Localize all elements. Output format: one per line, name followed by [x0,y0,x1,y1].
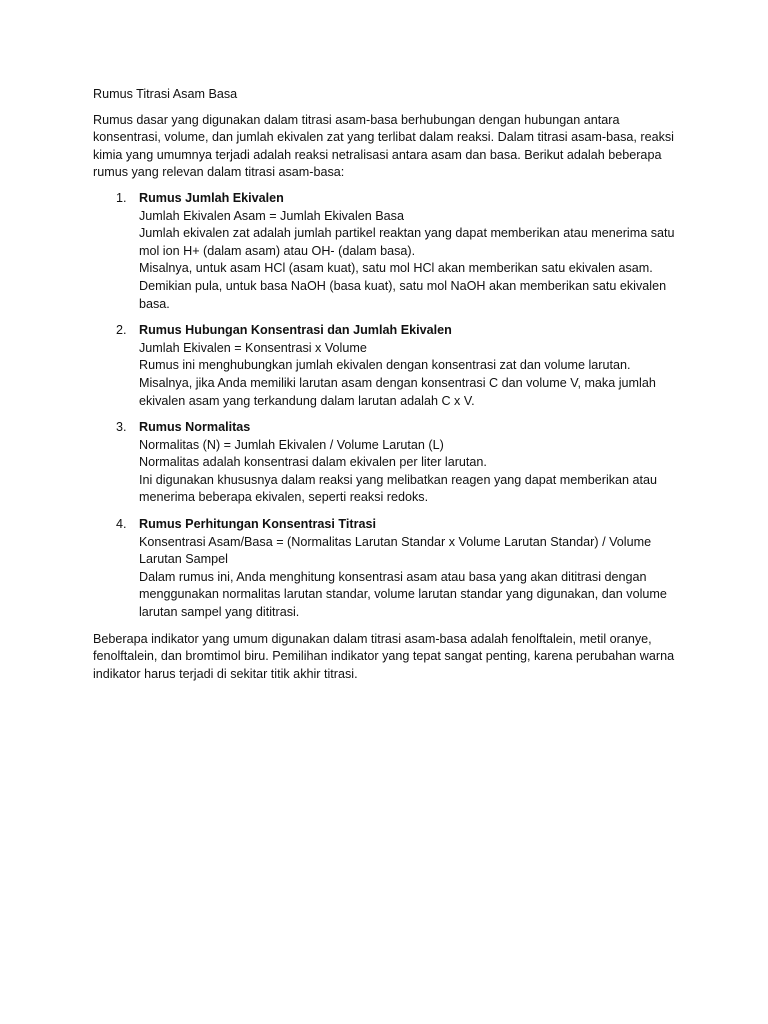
list-item [93,419,683,507]
list-item-formula: Jumlah Ekivalen = Konsentrasi x Volume [139,340,367,355]
list-item-number: 3. [116,420,127,435]
list-item-heading: Rumus Jumlah Ekivalen [139,190,284,205]
document-title: Rumus Titrasi Asam Basa [93,87,238,101]
list-item [93,322,683,410]
list-item-formula: Konsentrasi Asam/Basa = (Normalitas Larutan Standar x Volume Larutan Standar) / Volume Larutan Sampel [139,534,652,567]
document-page [93,86,683,683]
intro-paragraph: Rumus dasar yang digunakan dalam titrasi asam-basa berhubungan dengan hubungan antara konsentrasi, volume, dan jumlah ekivalen zat yang terlibat dalam reaksi. Dalam titrasi asam-basa, reaksi kimia yang umumnya terjadi adalah reaksi netralisasi antara asam dan basa. Berikut adalah beberapa rumus yang relevan dalam titrasi asam-basa: [93,112,674,180]
list-item-formula: Jumlah Ekivalen Asam = Jumlah Ekivalen Basa [139,208,404,223]
list-item-heading: Rumus Hubungan Konsentrasi dan Jumlah Ekivalen [139,323,452,338]
list-item [93,516,683,622]
list-item [93,190,683,313]
list-item-text: Misalnya, untuk asam HCl (asam kuat), satu mol HCl akan memberikan satu ekivalen asam. Demikian pula, untuk basa NaOH (basa kuat), satu mol NaOH akan memberikan satu ekivalen basa. [139,261,667,311]
closing-paragraph: Beberapa indikator yang umum digunakan dalam titrasi asam-basa adalah fenolftalein, metil oranye, fenolftalein, dan bromtimol biru. Pemilihan indikator yang tepat sangat penting, karena perubahan warna indikator harus terjadi di sekitar titik akhir titrasi. [93,631,675,681]
list-item-number: 4. [116,517,127,532]
list-item-number: 2. [116,323,127,338]
list-item-text: Misalnya, jika Anda memiliki larutan asam dengan konsentrasi C dan volume V, maka jumlah ekivalen asam yang terkandung dalam larutan adalah C x V. [139,375,656,408]
list-item-text: Jumlah ekivalen zat adalah jumlah partikel reaktan yang dapat memberikan atau menerima satu mol ion H+ (dalam asam) atau OH- (dalam basa). [139,226,675,258]
list-item-heading: Rumus Perhitungan Konsentrasi Titrasi [139,517,376,532]
list-item-text: Rumus ini menghubungkan jumlah ekivalen dengan konsentrasi zat dan volume larutan. [139,358,631,373]
list-item-text: Dalam rumus ini, Anda menghitung konsentrasi asam atau basa yang akan dititrasi dengan menggunakan normalitas larutan standar, volume larutan standar yang digunakan, dan volume larutan sampel yang dititrasi. [139,569,667,620]
list-item-text: Normalitas adalah konsentrasi dalam ekivalen per liter larutan. [139,455,487,470]
formula-list [93,190,683,622]
list-item-heading: Rumus Normalitas [139,420,251,435]
list-item-formula: Normalitas (N) = Jumlah Ekivalen / Volume Larutan (L) [139,437,444,452]
list-item-number: 1. [116,190,127,205]
list-item-text: Ini digunakan khususnya dalam reaksi yang melibatkan reagen yang dapat memberikan atau menerima beberapa ekivalen, seperti reaksi redoks. [139,472,658,505]
